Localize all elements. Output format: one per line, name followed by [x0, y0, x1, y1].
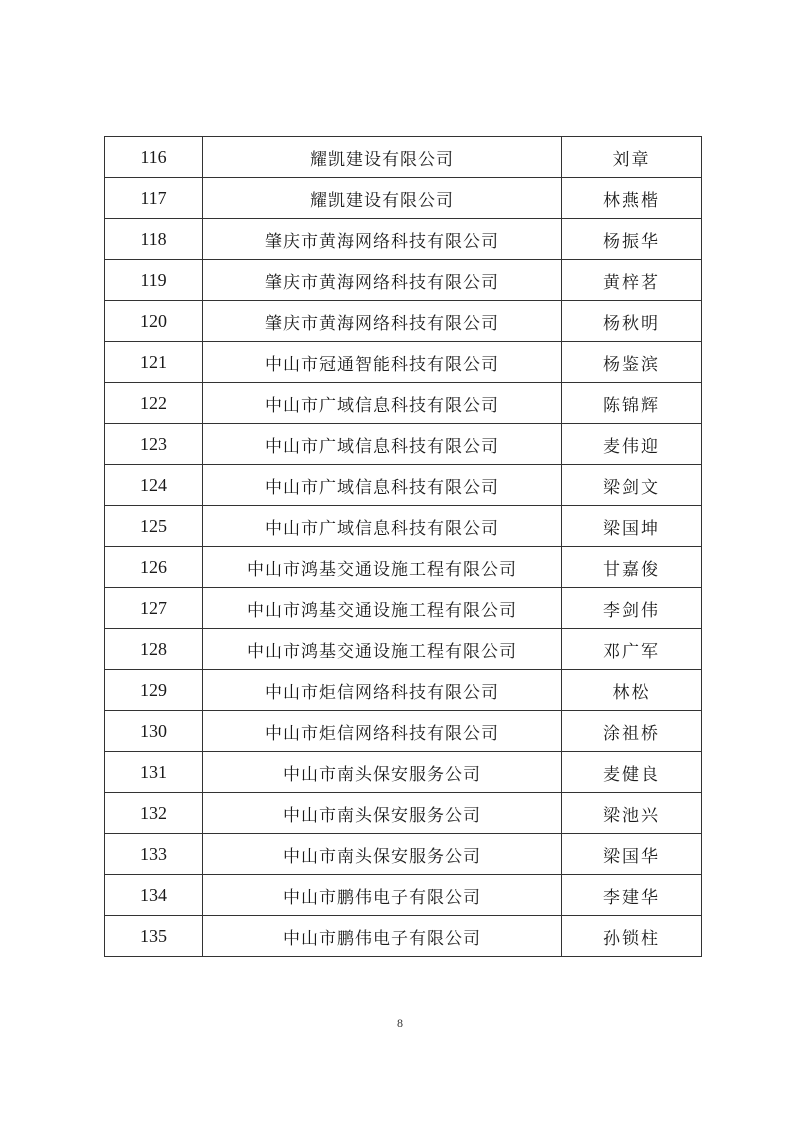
table-row [105, 383, 702, 424]
table-row [105, 629, 702, 670]
person-name-cell: 林燕楷 [562, 178, 702, 219]
company-name-cell: 中山市南头保安服务公司 [203, 752, 562, 793]
row-number-cell: 131 [105, 752, 203, 793]
company-name-cell: 中山市南头保安服务公司 [203, 834, 562, 875]
person-name-cell: 杨秋明 [562, 301, 702, 342]
company-name-cell: 肇庆市黄海网络科技有限公司 [203, 260, 562, 301]
table-row [105, 465, 702, 506]
company-name-cell: 中山市炬信网络科技有限公司 [203, 711, 562, 752]
row-number-cell: 116 [105, 137, 203, 178]
row-number-cell: 119 [105, 260, 203, 301]
company-name-cell: 中山市鹏伟电子有限公司 [203, 875, 562, 916]
company-name-cell: 中山市鹏伟电子有限公司 [203, 916, 562, 957]
personnel-table [104, 136, 702, 957]
person-name-cell: 梁池兴 [562, 793, 702, 834]
row-number-cell: 120 [105, 301, 203, 342]
row-number-cell: 132 [105, 793, 203, 834]
table-row [105, 219, 702, 260]
person-name-cell: 涂祖桥 [562, 711, 702, 752]
row-number-cell: 129 [105, 670, 203, 711]
table-row [105, 588, 702, 629]
person-name-cell: 梁国华 [562, 834, 702, 875]
row-number-cell: 118 [105, 219, 203, 260]
company-name-cell: 耀凯建设有限公司 [203, 137, 562, 178]
table-row [105, 547, 702, 588]
person-name-cell: 梁剑文 [562, 465, 702, 506]
table-row [105, 875, 702, 916]
table-row [105, 178, 702, 219]
company-name-cell: 中山市鸿基交通设施工程有限公司 [203, 547, 562, 588]
table-row [105, 916, 702, 957]
row-number-cell: 133 [105, 834, 203, 875]
company-name-cell: 耀凯建设有限公司 [203, 178, 562, 219]
row-number-cell: 117 [105, 178, 203, 219]
personnel-table-body [105, 137, 702, 957]
company-name-cell: 中山市冠通智能科技有限公司 [203, 342, 562, 383]
person-name-cell: 孙锁柱 [562, 916, 702, 957]
row-number-cell: 135 [105, 916, 203, 957]
person-name-cell: 陈锦辉 [562, 383, 702, 424]
person-name-cell: 林松 [562, 670, 702, 711]
person-name-cell: 刘章 [562, 137, 702, 178]
row-number-cell: 121 [105, 342, 203, 383]
person-name-cell: 杨鉴滨 [562, 342, 702, 383]
table-row [105, 260, 702, 301]
table-row [105, 793, 702, 834]
person-name-cell: 梁国坤 [562, 506, 702, 547]
row-number-cell: 134 [105, 875, 203, 916]
row-number-cell: 126 [105, 547, 203, 588]
table-row [105, 301, 702, 342]
row-number-cell: 125 [105, 506, 203, 547]
company-name-cell: 中山市鸿基交通设施工程有限公司 [203, 629, 562, 670]
row-number-cell: 122 [105, 383, 203, 424]
person-name-cell: 杨振华 [562, 219, 702, 260]
person-name-cell: 邓广军 [562, 629, 702, 670]
person-name-cell: 麦健良 [562, 752, 702, 793]
company-name-cell: 中山市炬信网络科技有限公司 [203, 670, 562, 711]
table-row [105, 670, 702, 711]
table-row [105, 834, 702, 875]
person-name-cell: 李剑伟 [562, 588, 702, 629]
company-name-cell: 中山市南头保安服务公司 [203, 793, 562, 834]
person-name-cell: 李建华 [562, 875, 702, 916]
person-name-cell: 麦伟迎 [562, 424, 702, 465]
person-name-cell: 黄梓茗 [562, 260, 702, 301]
table-row [105, 137, 702, 178]
company-name-cell: 中山市鸿基交通设施工程有限公司 [203, 588, 562, 629]
table-row [105, 711, 702, 752]
company-name-cell: 中山市广域信息科技有限公司 [203, 465, 562, 506]
row-number-cell: 123 [105, 424, 203, 465]
row-number-cell: 127 [105, 588, 203, 629]
company-name-cell: 中山市广域信息科技有限公司 [203, 506, 562, 547]
company-name-cell: 中山市广域信息科技有限公司 [203, 383, 562, 424]
page-number: 8 [397, 1016, 403, 1030]
company-name-cell: 肇庆市黄海网络科技有限公司 [203, 301, 562, 342]
table-row [105, 506, 702, 547]
row-number-cell: 124 [105, 465, 203, 506]
row-number-cell: 128 [105, 629, 203, 670]
table-row [105, 424, 702, 465]
person-name-cell: 甘嘉俊 [562, 547, 702, 588]
row-number-cell: 130 [105, 711, 203, 752]
table-row [105, 342, 702, 383]
company-name-cell: 中山市广域信息科技有限公司 [203, 424, 562, 465]
table-row [105, 752, 702, 793]
company-name-cell: 肇庆市黄海网络科技有限公司 [203, 219, 562, 260]
